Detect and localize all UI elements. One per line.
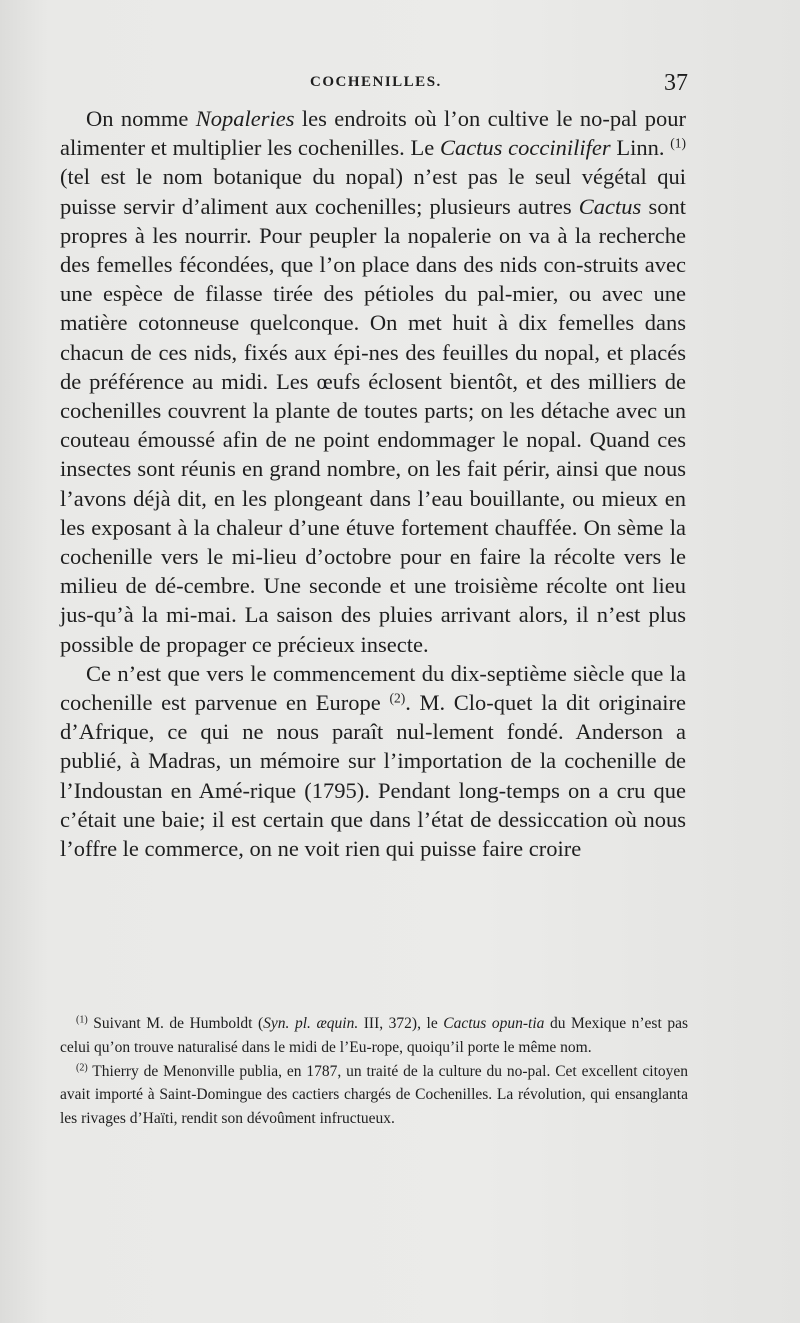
text-run: Ce n’est que vers le commencement du dix-septième siècle que la cochenille est parvenue en Europe bbox=[60, 660, 686, 716]
main-text bbox=[60, 104, 686, 863]
text-run: Linn. bbox=[610, 135, 671, 161]
text-run: du Mexique n’est pas celui qu’on trouve naturalisé dans le midi de l’Eu-rope, quoiqu’il porte le même nom. bbox=[60, 1015, 688, 1056]
text-run: III, 372), le bbox=[358, 1015, 444, 1032]
text-run: On nomme bbox=[86, 106, 196, 131]
footnote-reference: (1) bbox=[670, 135, 686, 151]
italic-term: Cactus coccinilifer bbox=[439, 135, 611, 161]
running-title: COCHENILLES. bbox=[310, 74, 442, 90]
italic-term: Cactus opun-tia bbox=[443, 1015, 545, 1032]
italic-term: Nopaleries bbox=[195, 106, 295, 131]
text-run: Suivant M. de Humboldt ( bbox=[87, 1015, 264, 1032]
text-run: Thierry de Menonville publia, en 1787, un traité de la culture du no-pal. Cet excellent citoyen avait importé à Saint-Domingue des cactiers chargés de Cochenilles. La révolution, qui ensanglanta les rivages d’Haïti, rendit son dévoûment infructueux. bbox=[60, 1062, 688, 1128]
page-number: 37 bbox=[664, 70, 688, 96]
footnote-reference: (2) bbox=[389, 690, 406, 706]
footnote-mark: (1) bbox=[76, 1014, 88, 1026]
text-run: sont propres à les nourrir. Pour peupler la nopalerie on va à la recherche des femelles fécondées, que l’on place dans des nids con-struits avec une espèce de filasse tirée des pétioles du pal-mier, ou avec une matière cotonneuse quelconque. On met huit à dix femelles dans chacun de ces nids, fixés aux épi-nes des feuilles du nopal, et placés de préférence au midi. Les œufs éclosent bientôt, et des milliers de cochenilles couvrent la plante de toutes parts; on les détache avec un couteau émoussé afin de ne point endommager le nopal. Quand ces insectes sont réunis en grand nombre, on les fait périr, ainsi que nous l’avons déjà dit, en les plongeant dans l’eau bouillante, ou mieux en les exposant à la chaleur d’une étuve fortement chauffée. On sème la cochenille vers le mi-lieu d’octobre pour en faire la récolte vers le milieu de dé-cembre. Une seconde et une troisième récolte ont lieu jus-qu’à la mi-mai. La saison des pluies arrivant alors, il n’est plus possible de propager ce précieux insecte. bbox=[60, 193, 686, 657]
text-run: . M. Clo-quet la dit originaire d’Afrique, ce qui ne nous paraît nul-lement fondé. Anderson a publié, à Madras, un mémoire sur l’importation de la cochenille de l’Indoustan en Amé-rique (1795). Pendant long-temps on a cru que c’était une baie; il est certain que dans l’état de dessiccation où nous l’offre le commerce, on ne voit rien qui puisse faire croire bbox=[60, 690, 686, 862]
paragraph bbox=[60, 659, 686, 863]
footnote bbox=[60, 1012, 688, 1060]
italic-term: Syn. pl. æquin. bbox=[263, 1015, 359, 1032]
footnote bbox=[60, 1060, 688, 1131]
paragraph bbox=[60, 104, 686, 659]
italic-term: Cactus bbox=[578, 193, 642, 219]
footnotes bbox=[60, 1012, 688, 1131]
text-run: (tel est le nom botanique du nopal) n’est pas le seul végétal qui puisse servir d’aliment aux cochenilles; plusieurs autres bbox=[60, 164, 686, 219]
text-run: les endroits où l’on cultive le no-pal pour alimenter et multiplier les cochenilles. Le bbox=[60, 106, 686, 161]
footnote-mark: (2) bbox=[76, 1062, 88, 1074]
